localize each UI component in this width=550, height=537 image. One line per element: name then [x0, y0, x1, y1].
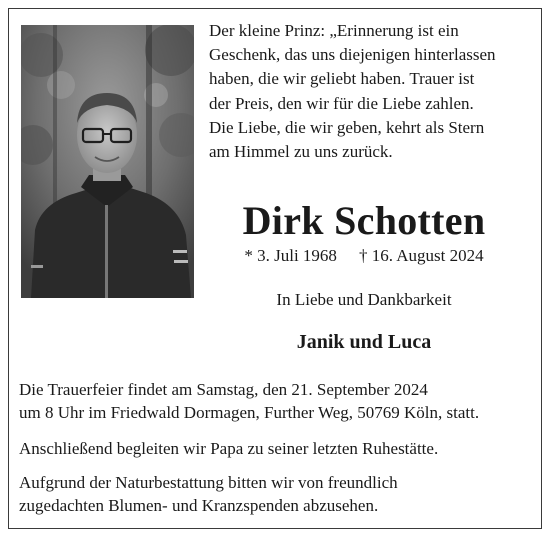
death-date: † 16. August 2024 — [358, 246, 484, 265]
deceased-name: Dirk Schotten — [242, 198, 486, 243]
flowers-paragraph: Aufgrund der Naturbestattung bitten wir von freundlich zugedachten Blumen- und Kranzspenden abzusehen. — [19, 473, 398, 515]
birth-date: * 3. Juli 1968 — [244, 246, 337, 265]
ceremony-paragraph: Die Trauerfeier findet am Samstag, den 21. September 2024 um 8 Uhr im Friedwald Dormagen, Further Weg, 50769 Köln, statt. — [19, 380, 480, 422]
life-dates — [189, 246, 539, 266]
burial-paragraph: Anschließend begleiten wir Papa zu seiner letzten Ruhestätte. — [19, 439, 439, 458]
obituary-notice — [8, 8, 542, 529]
mourners-names: Janik und Luca — [296, 331, 432, 353]
portrait-photo — [21, 25, 194, 298]
dedication-line: In Liebe und Dankbarkeit — [276, 290, 452, 309]
quote-text: Der kleine Prinz: „Erinnerung ist ein Geschenk, das uns diejenigen hinterlassen haben, die wir geliebt haben. Trauer ist der Preis, den wir für die Liebe zahlen. Die Liebe, die wir geben, kehrt als Stern am Himmel zu uns zurück. — [209, 21, 496, 162]
